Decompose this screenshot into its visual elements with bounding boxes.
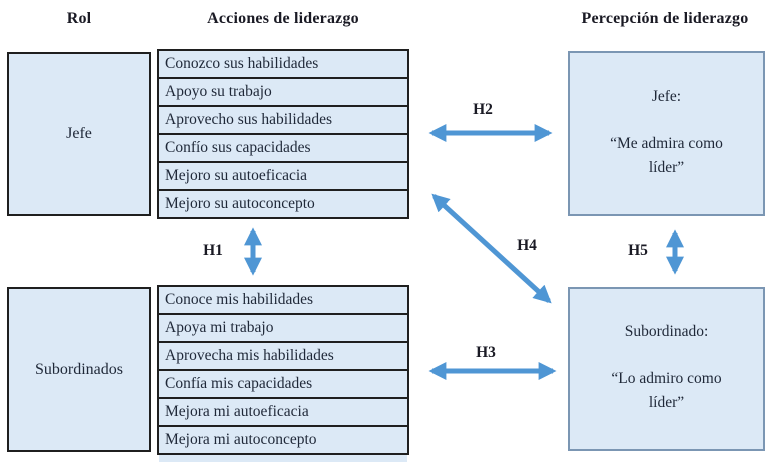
h2-label: H2 [473, 101, 493, 118]
action-list-item-label: Conozco sus habilidades [165, 55, 319, 72]
action-list-item-label: Conoce mis habilidades [165, 291, 314, 308]
column-header-rol: Rol [66, 10, 92, 27]
action-list-item-label: Apoya mi trabajo [165, 319, 274, 336]
column-header-percepcion: Percepción de liderazgo [581, 10, 749, 27]
role-label-subordinados: Subordinados [35, 360, 123, 378]
action-list-item-label: Confía mis capacidades [165, 375, 313, 392]
action-list-item-label: Mejora mi autoconcepto [165, 431, 317, 448]
column-header-acciones: Acciones de liderazgo [207, 10, 359, 27]
action-list-item-label: Mejoro su autoconcepto [165, 195, 315, 212]
h4-label: H4 [517, 237, 537, 254]
perception-quote-subordinado-line2: líder” [648, 394, 685, 411]
action-list-item-label: Mejoro su autoeficacia [165, 167, 308, 184]
h3-label: H3 [476, 344, 496, 361]
perception-quote-jefe-line2: líder” [648, 158, 685, 176]
role-label-jefe: Jefe [66, 125, 92, 142]
perception-quote-jefe-line1: “Me admira como [610, 134, 723, 152]
h1-label: H1 [203, 242, 223, 259]
h5-label: H5 [628, 242, 648, 259]
action-list-item-label: Apoyo su trabajo [165, 83, 272, 100]
action-list-item-label: Confío sus capacidades [165, 139, 311, 156]
perception-quote-subordinado-line1: “Lo admiro como [611, 370, 722, 387]
perception-title-subordinado: Subordinado: [624, 323, 709, 340]
action-list-item-label: Aprovecho sus habilidades [165, 111, 333, 128]
action-list-item-label: Aprovecha mis habilidades [165, 347, 334, 364]
action-list-item-label: Mejora mi autoeficacia [165, 403, 309, 420]
perception-title-jefe: Jefe: [651, 87, 682, 105]
